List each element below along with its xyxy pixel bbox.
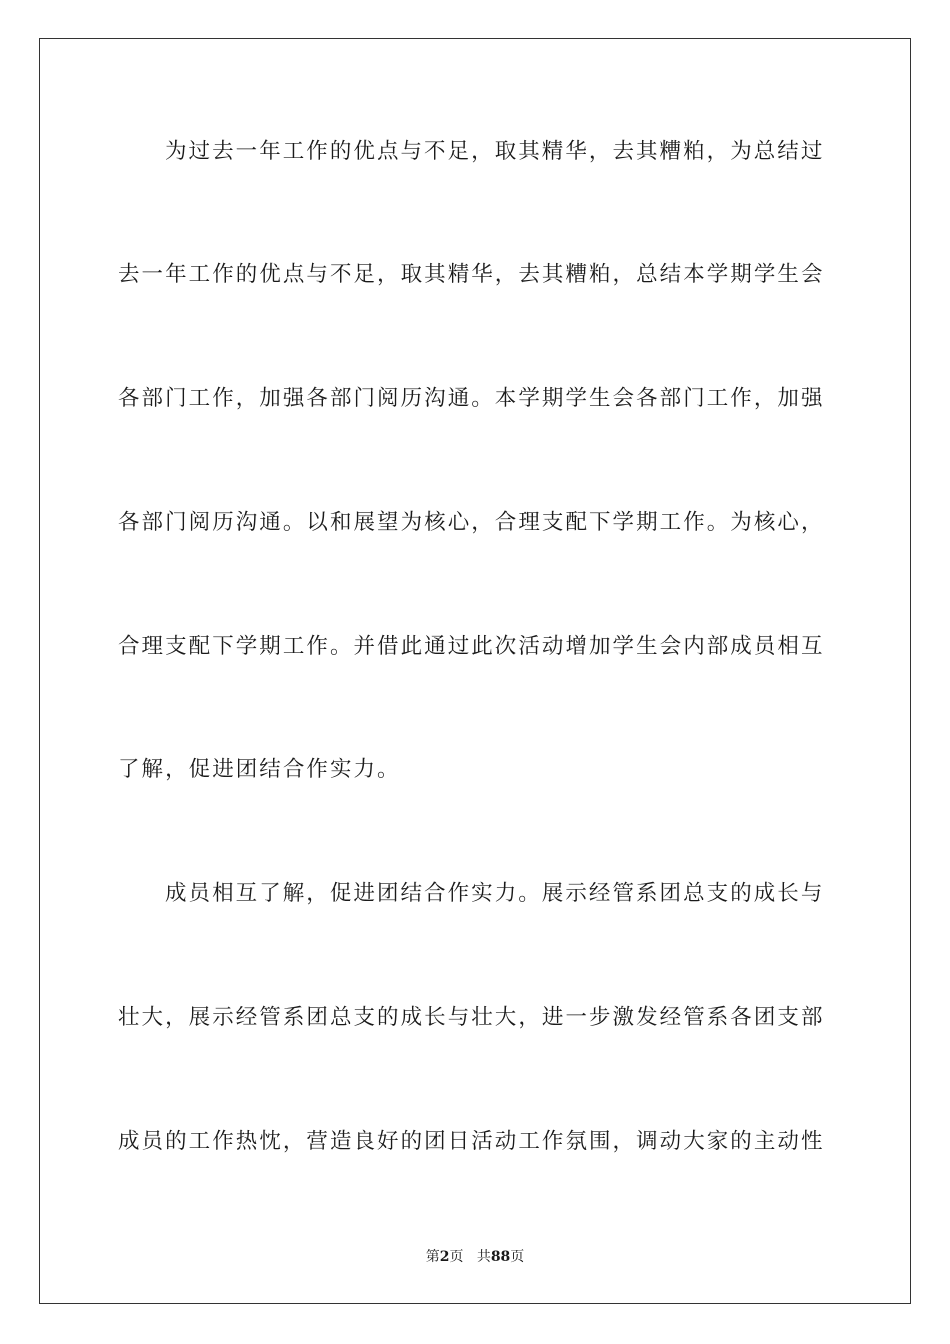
paragraph-1-line-4: 各部门阅历沟通。以和展望为核心，合理支配下学期工作。为核心， [118, 510, 825, 535]
page-border [39, 38, 911, 1304]
page-prefix: 第 [425, 1249, 440, 1265]
page-footer [0, 1247, 950, 1267]
paragraph-2-line-3: 成员的工作热忱，营造良好的团日活动工作氛围，调动大家的主动性 [118, 1129, 825, 1154]
total-prefix: 共 [476, 1249, 491, 1265]
paragraph-2-line-2: 壮大，展示经管系团总支的成长与壮大，进一步激发经管系各团支部 [118, 1005, 825, 1030]
page-number: 2 [439, 1249, 450, 1265]
paragraph-1-line-5: 合理支配下学期工作。并借此通过此次活动增加学生会内部成员相互 [118, 634, 825, 659]
total-pages: 88 [490, 1249, 511, 1265]
paragraph-1-line-3: 各部门工作，加强各部门阅历沟通。本学期学生会各部门工作，加强 [118, 386, 825, 411]
paragraph-1-line-1: 为过去一年工作的优点与不足，取其精华，去其糟粕，为总结过 [165, 139, 825, 164]
paragraph-2-line-1: 成员相互了解，促进团结合作实力。展示经管系团总支的成长与 [165, 881, 825, 906]
paragraph-1-line-6: 了解，促进团结合作实力。 [118, 757, 401, 782]
paragraph-1-line-2: 去一年工作的优点与不足，取其精华，去其糟粕，总结本学期学生会 [118, 262, 825, 287]
page-suffix: 页 [449, 1249, 464, 1265]
total-suffix: 页 [510, 1249, 525, 1265]
